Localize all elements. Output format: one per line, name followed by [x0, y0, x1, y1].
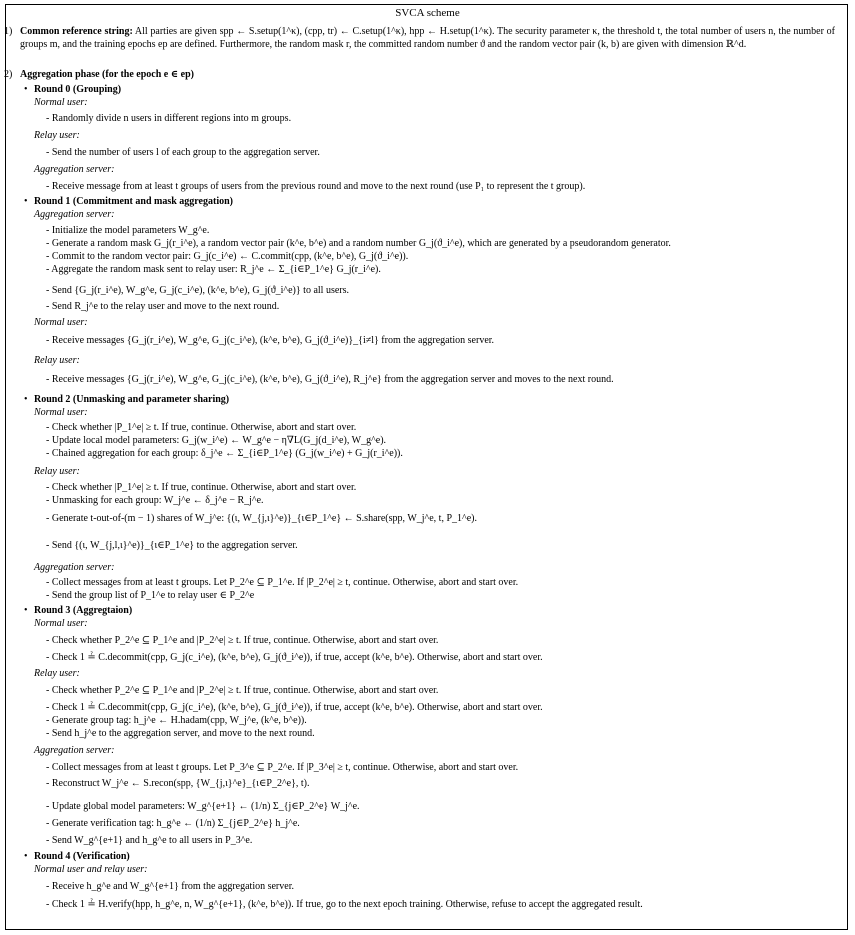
step-line: - Send the number of users l of each group to the aggregation server. — [46, 146, 320, 159]
step-line: - Send h_j^e to the aggregation server, and move to the next round. — [46, 727, 315, 740]
step-line: - Check whether |P_1^e| ≥ t. If true, continue. Otherwise, abort and start over. — [46, 481, 356, 494]
role-label: Normal user and relay user: — [34, 864, 148, 875]
role-label: Relay user: — [34, 466, 80, 477]
role-label: Relay user: — [34, 130, 80, 141]
step-line: - Generate a random mask G_j(r_i^e), a random vector pair (k^e, b^e) and a random number G_j(ϑ_i^e), which are generated by a pseudorandom generator. — [46, 237, 671, 250]
step-line: - Check whether P_2^e ⊆ P_1^e and |P_2^e| ≥ t. If true, continue. Otherwise, abort and start over. — [46, 684, 438, 697]
step1-text: All parties are given spp ← S.setup(1^κ), (cpp, tr) ← C.setup(1^κ), hpp ← H.setup(1^κ). The security parameter κ, the threshold t, the total number of users n, the number of groups m, and the training epochs ep are defined. Furthermore, the random mask r, the committed random number ϑ and the random vector pair (k, b) are given with dimension ℝ^d. — [20, 26, 835, 50]
step-line: - Generate verification tag: h_g^e ← (1/n) Σ_{j∈P_2^e} h_j^e. — [46, 817, 300, 830]
step-line: - Check 1 ≟ C.decommit(cpp, G_j(c_i^e), (k^e, b^e), G_j(ϑ_i^e)), if true, accept (k^e, b^e). Otherwise, abort and start over. — [46, 701, 543, 714]
step-line: - Send R_j^e to the relay user and move to the next round. — [46, 300, 279, 313]
step-line: - Collect messages from at least t groups. Let P_2^e ⊆ P_1^e. If |P_2^e| ≥ t, continue. Otherwise, abort and start over. — [46, 576, 518, 589]
role-label: Normal user: — [34, 317, 88, 328]
step1-paragraph — [20, 25, 835, 51]
step-line: - Update local model parameters: G_j(w_i^e) ← W_g^e − η∇L(G_j(d_i^e), W_g^e). — [46, 434, 386, 447]
step-line: - Unmasking for each group: W_j^e ← δ_j^e − R_j^e. — [46, 494, 264, 507]
step-line: - Chained aggregation for each group: δ_j^e ← Σ_{i∈P_1^e} (G_j(w_i^e) + G_j(r_i^e)). — [46, 447, 403, 460]
step1-label: Common reference string: — [20, 26, 133, 37]
step-line: - Initialize the model parameters W_g^e. — [46, 224, 209, 237]
round-4-bullet: • — [24, 851, 28, 862]
step-line: - Generate t-out-of-(m − 1) shares of W_j^e: {(ι, W_{j,ι}^e)}_{ι∈P_1^e} ← S.share(spp, W_j^e, t, P_1^e). — [46, 512, 477, 525]
round-2-title: Round 2 (Unmasking and parameter sharing) — [34, 394, 230, 405]
step2-number: 2) — [4, 69, 13, 80]
step1-number: 1) — [4, 26, 13, 37]
role-label: Aggregation server: — [34, 209, 115, 220]
round-4-title: Round 4 (Verification) — [34, 851, 130, 862]
step-line: - Check 1 ≟ H.verify(hpp, h_g^e, n, W_g^{e+1}, (k^e, b^e)). If true, go to the next epoch training. Otherwise, refuse to accept the aggregated result. — [46, 898, 643, 911]
role-label: Aggregation server: — [34, 562, 115, 573]
step-line: - Send {(ι, W_{j,l,ι}^e)}_{ι∈P_1^e} to the aggregation server. — [46, 539, 298, 552]
step-line: - Update global model parameters: W_g^{e+1} ← (1/n) Σ_{j∈P_2^e} W_j^e. — [46, 800, 360, 813]
round-0-title: Round 0 (Grouping) — [34, 84, 122, 95]
step-line: - Receive message from at least t groups of users from the previous round and move to the next round (use P₁ to represent the t group). — [46, 180, 585, 193]
role-label: Normal user: — [34, 97, 88, 108]
step-line: - Reconstruct W_j^e ← S.recon(spp, {W_{j,ι}^e}_{ι∈P_2^e}, t). — [46, 777, 310, 790]
step-line: - Commit to the random vector pair: G_j(c_i^e) ← C.commit(cpp, (k^e, b^e), G_j(ϑ_i^e)). — [46, 250, 408, 263]
step-line: - Randomly divide n users in different regions into m groups. — [46, 112, 291, 125]
scheme-box — [5, 4, 848, 930]
role-label: Aggregation server: — [34, 745, 115, 756]
round-1-title: Round 1 (Commitment and mask aggregation) — [34, 196, 233, 207]
step-line: - Receive messages {G_j(r_i^e), W_g^e, G_j(c_i^e), (k^e, b^e), G_j(ϑ_i^e)}_{i≠l} from the aggregation server. — [46, 334, 494, 347]
role-label: Relay user: — [34, 355, 80, 366]
step-line: - Check 1 ≟ C.decommit(cpp, G_j(c_i^e), (k^e, b^e), G_j(ϑ_i^e)), if true, accept (k^e, b^e). Otherwise, abort and start over. — [46, 651, 543, 664]
role-label: Normal user: — [34, 407, 88, 418]
step-line: - Receive h_g^e and W_g^{e+1} from the aggregation server. — [46, 880, 294, 893]
round-2-bullet: • — [24, 394, 28, 405]
step-line: - Send the group list of P_1^e to relay user ∈ P_2^e — [46, 589, 254, 602]
round-3-title: Round 3 (Aggregtaion) — [34, 605, 133, 616]
role-label: Relay user: — [34, 668, 80, 679]
step-line: - Collect messages from at least t groups. Let P_3^e ⊆ P_2^e. If |P_3^e| ≥ t, continue. Otherwise, abort and start over. — [46, 761, 518, 774]
round-0-bullet: • — [24, 84, 28, 95]
step2-label: Aggregation phase (for the epoch e ∈ ep) — [20, 69, 194, 80]
scheme-title: SVCA scheme — [395, 7, 460, 19]
step-line: - Generate group tag: h_j^e ← H.hadam(cpp, W_j^e, (k^e, b^e)). — [46, 714, 307, 727]
role-label: Normal user: — [34, 618, 88, 629]
role-label: Aggregation server: — [34, 164, 115, 175]
step-line: - Check whether P_2^e ⊆ P_1^e and |P_2^e| ≥ t. If true, continue. Otherwise, abort and start over. — [46, 634, 438, 647]
round-3-bullet: • — [24, 605, 28, 616]
step-line: - Check whether |P_1^e| ≥ t. If true, continue. Otherwise, abort and start over. — [46, 421, 356, 434]
step-line: - Aggregate the random mask sent to relay user: R_j^e ← Σ_{i∈P_1^e} G_j(r_i^e). — [46, 263, 381, 276]
step-line: - Send W_g^{e+1} and h_g^e to all users in P_3^e. — [46, 834, 252, 847]
step-line: - Send {G_j(r_i^e), W_g^e, G_j(c_i^e), (k^e, b^e), G_j(ϑ_i^e)} to all users. — [46, 284, 349, 297]
round-1-bullet: • — [24, 196, 28, 207]
step-line: - Receive messages {G_j(r_i^e), W_g^e, G_j(c_i^e), (k^e, b^e), G_j(ϑ_i^e), R_j^e} from the aggregation server and moves to the next round. — [46, 373, 614, 386]
